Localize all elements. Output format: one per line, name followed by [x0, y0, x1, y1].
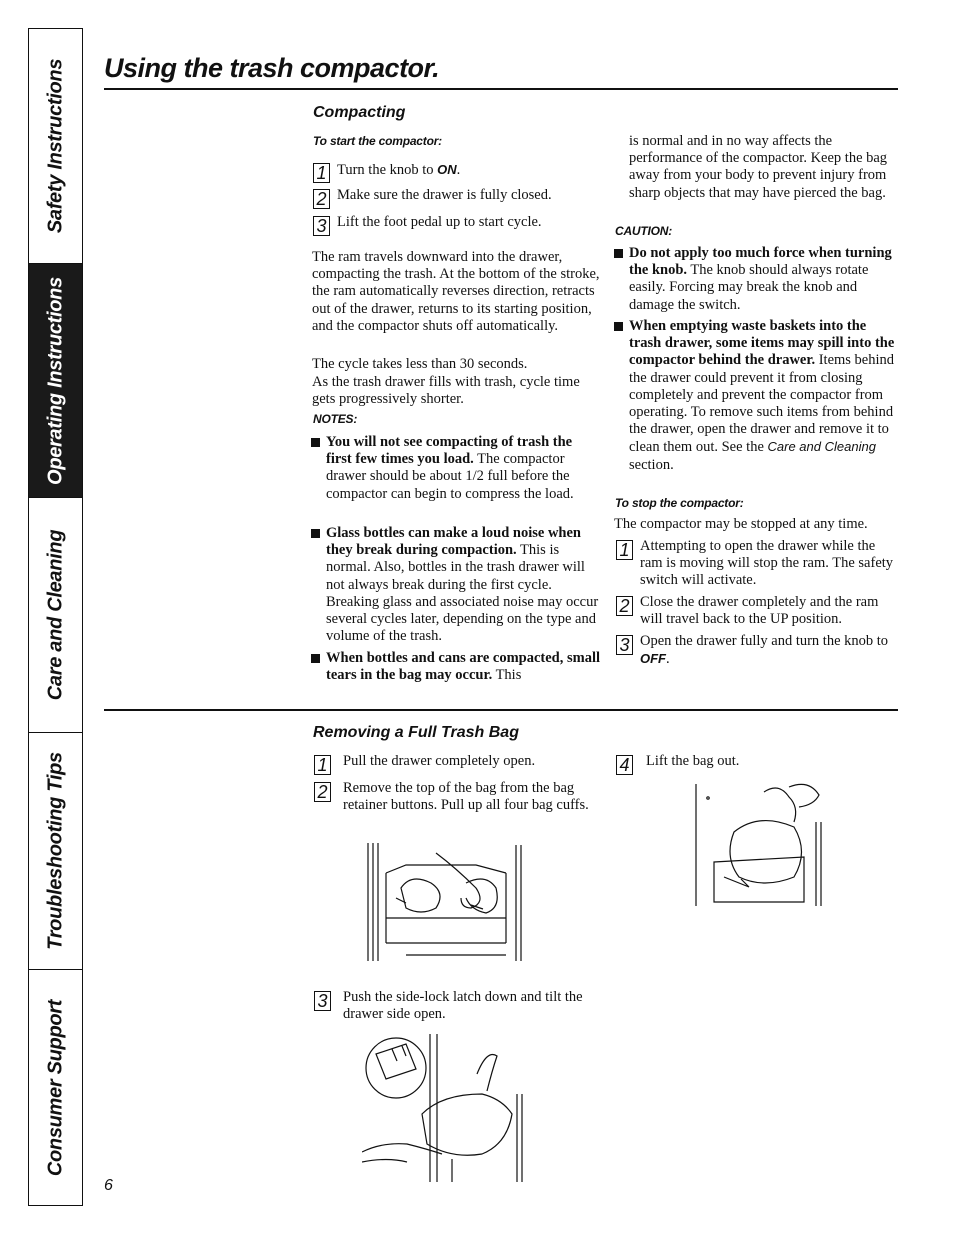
side-lock-latch-illustration — [362, 1034, 524, 1182]
step-text: Lift the bag out. — [646, 753, 740, 769]
stop-step-1 — [616, 538, 898, 594]
step-keyword: ON — [437, 162, 457, 177]
note-item — [311, 434, 601, 522]
drawer-open-illustration — [366, 843, 524, 963]
step-text: Remove the top of the bag from the bag retainer buttons. Pull up all four bag cuffs. — [343, 780, 589, 814]
page-number: 6 — [104, 1177, 113, 1194]
step-text: Turn the knob to — [337, 162, 438, 178]
tab-label: Safety Instructions — [44, 58, 66, 234]
tab-care-and-cleaning[interactable] — [29, 498, 82, 733]
stop-step-3: 3 Open the drawer fully and turn the knob to OFF. — [616, 633, 898, 671]
note-bold: You will not see compacting of trash the first few times you load. — [326, 434, 573, 468]
cycle-shorter-paragraph: As the trash drawer fills with trash, cycle time gets progressively shorter. — [312, 374, 580, 408]
step-number: 2 — [313, 189, 330, 209]
tab-label: Operating Instructions — [44, 276, 66, 485]
notes-subhead: NOTES: — [313, 412, 358, 426]
tab-troubleshooting-tips[interactable] — [29, 733, 82, 970]
step-number: 1 — [616, 540, 633, 560]
bullet-icon — [614, 322, 623, 331]
step-text: Close the drawer completely and the ram will travel back to the UP position. — [640, 594, 879, 628]
remove-step-2 — [314, 780, 594, 836]
note-text: The compactor drawer should be about 1/2 full before the compactor can begin to compress the load. — [326, 451, 574, 502]
section-divider — [104, 709, 898, 711]
continued-paragraph: is normal and in no way affects the performance of the compactor. Keep the bag away from your body to prevent injury from sharp objects that may have pierced the bag. — [629, 133, 888, 201]
bullet-icon — [614, 249, 623, 258]
cycle-time-paragraph: The cycle takes less than 30 seconds. — [312, 356, 528, 372]
start-step-3 — [313, 214, 603, 238]
compacting-heading: Compacting — [313, 104, 406, 121]
tab-consumer-support[interactable] — [29, 970, 82, 1205]
step-number: 3 — [314, 991, 331, 1011]
step-number: 2 — [616, 596, 633, 616]
step-text: Lift the foot pedal up to start cycle. — [337, 214, 542, 230]
step-text: Make sure the drawer is fully closed. — [337, 187, 552, 203]
tab-label: Consumer Support — [44, 999, 66, 1176]
tab-label: Troubleshooting Tips — [44, 752, 66, 950]
step-number: 1 — [313, 163, 330, 183]
step-text: Push the side-lock latch down and tilt the drawer side open. — [343, 989, 583, 1023]
remove-step-3 — [314, 989, 594, 1029]
caution-item: When emptying waste baskets into the trash drawer, some items may spill into the compactor behind the drawer. Items behind the drawer could prevent it from closing completely and prevent the compactor from operating. To remove such items from behind the drawer, open the drawer and remove it to clean them out. See the Care and Cleaning section. — [614, 318, 898, 490]
bullet-icon — [311, 654, 320, 663]
remove-step-1 — [314, 753, 594, 777]
note-item — [311, 525, 601, 647]
page-title: Using the trash compactor. — [104, 53, 440, 83]
section-sidebar — [28, 28, 83, 1206]
tab-safety-instructions[interactable] — [29, 29, 82, 264]
step-number: 4 — [616, 755, 633, 775]
start-subhead: To start the compactor: — [313, 134, 442, 148]
stop-subhead: To stop the compactor: — [615, 496, 744, 510]
compacting-paragraph: The ram travels downward into the drawer, compacting the trash. At the bottom of the stroke, the ram automatically reverses direction, retracts out of the drawer, returns to its starting position, and the compactor shuts off automatically. — [312, 249, 600, 334]
note-item — [311, 650, 601, 686]
caution-text: The knob should always rotate easily. Forcing may break the knob and damage the switch. — [629, 262, 869, 313]
removing-heading: Removing a Full Trash Bag — [313, 724, 519, 741]
note-text: This is normal. Also, bottles in the trash drawer will not always break during the first cycle. Breaking glass and associated noise may occur several cycles later, depending on the type and volume of the trash. — [326, 542, 599, 645]
note-text: This — [492, 667, 522, 684]
bullet-icon — [311, 438, 320, 447]
remove-step-4 — [616, 753, 898, 777]
stop-step-2 — [616, 594, 898, 632]
step-number: 2 — [314, 782, 331, 802]
title-rule — [104, 88, 898, 90]
tab-operating-instructions[interactable] — [29, 264, 82, 498]
tab-label: Care and Cleaning — [44, 529, 66, 701]
stop-intro: The compactor may be stopped at any time. — [614, 516, 868, 532]
step-text: Attempting to open the drawer while the ram is moving will stop the ram. The safety switch will activate. — [640, 538, 894, 589]
note-bold: Glass bottles can make a loud noise when they break during compaction. — [326, 525, 581, 559]
caution-bold: When emptying waste baskets into the trash drawer, some items may spill into the compactor behind the drawer. — [629, 318, 895, 369]
note-bold: When bottles and cans are compacted, small tears in the bag may occur. — [326, 650, 601, 684]
caution-subhead: CAUTION: — [615, 224, 673, 238]
step-keyword: OFF — [640, 651, 666, 667]
step-text: Open the drawer fully and turn the knob to — [640, 633, 889, 649]
step-number: 3 — [616, 635, 633, 655]
step-number: 1 — [314, 755, 331, 775]
lift-bag-illustration — [694, 782, 824, 908]
step-number: 3 — [313, 216, 330, 236]
bullet-icon — [311, 529, 320, 538]
step-text: Pull the drawer completely open. — [343, 753, 536, 769]
caution-text: Items behind the drawer could prevent it from closing completely and prevent the compactor from operating. To remove such items from behind the drawer, open the drawer and remove it to clean them out. See the — [629, 352, 895, 456]
caution-bold: Do not apply too much force when turning the knob. — [629, 245, 892, 279]
start-step-1: 1 Turn the knob to ON. — [313, 161, 603, 185]
care-and-cleaning-reference: Care and Cleaning — [767, 439, 876, 455]
caution-item — [614, 245, 898, 315]
start-step-2 — [313, 187, 603, 211]
